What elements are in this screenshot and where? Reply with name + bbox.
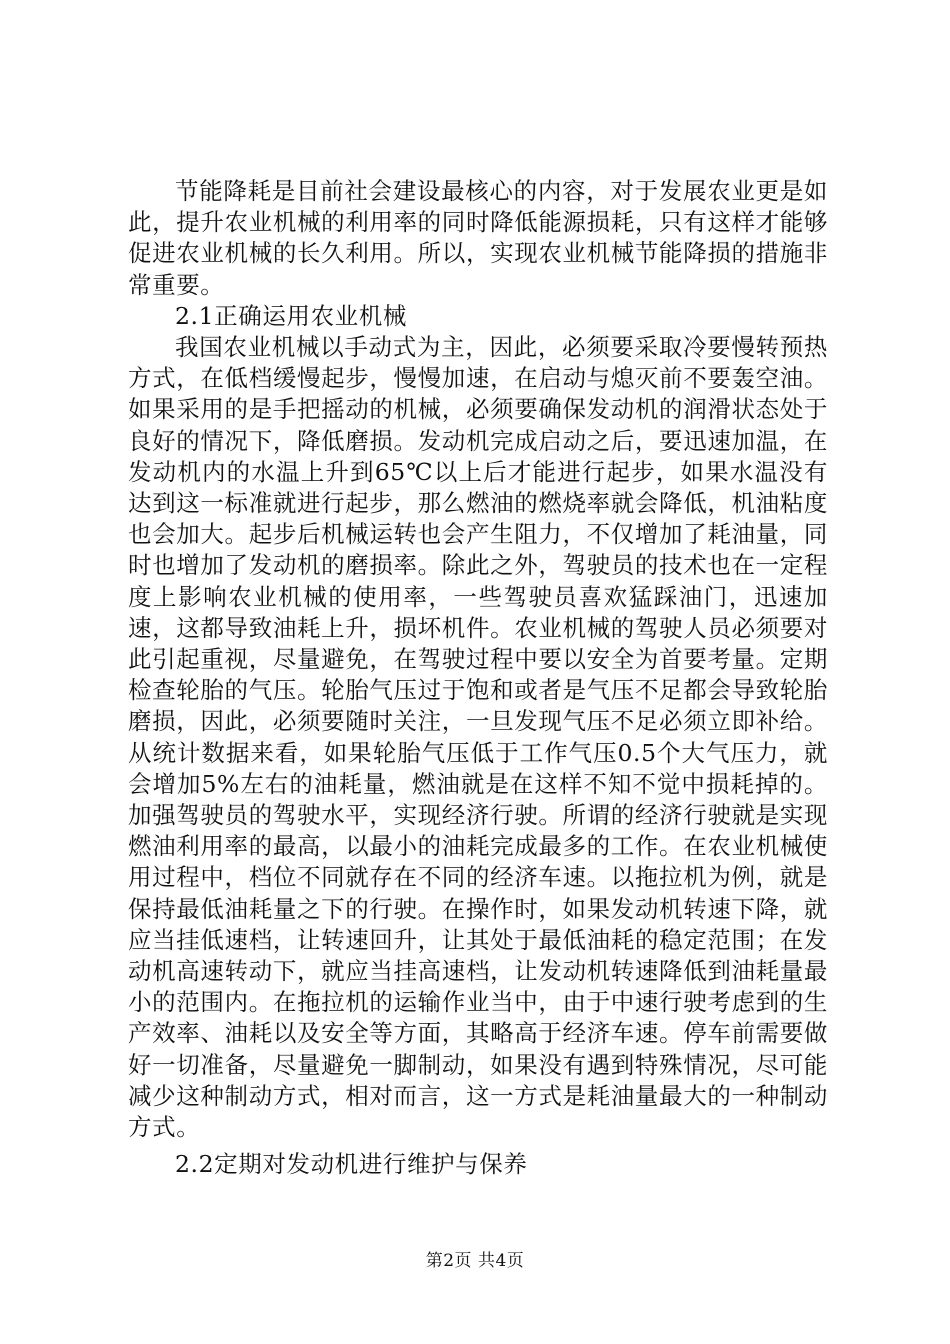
page-number-footer: 第2页 共4页: [425, 1251, 525, 1271]
intro-paragraph: 节能降耗是目前社会建设最核心的内容，对于发展农业更是如此，提升农业机械的利用率的同时降低能源损耗，只有这样才能够促进农业机械的长久利用。所以，实现农业机械节能降损的措施非常重要。: [128, 177, 828, 299]
section-heading-2-2: 2.2定期对发动机进行维护与保养: [175, 1150, 528, 1179]
document-body: [128, 176, 828, 1181]
section-heading-2-1: 2.1正确运用农业机械: [175, 301, 407, 330]
section-2-1-paragraph: 我国农业机械以手动式为主，因此，必须要采取冷要慢转预热方式，在低档缓慢起步，慢慢加速，在启动与熄灭前不要轰空油。如果采用的是手把摇动的机械，必须要确保发动机的润滑状态处于良好的情况下，降低磨损。发动机完成启动之后，要迅速加温，在发动机内的水温上升到65℃以上后才能进行起步，如果水温没有达到这一标准就进行起步，那么燃油的燃烧率就会降低，机油粘度也会加大。起步后机械运转也会产生阻力，不仅增加了耗油量，同时也增加了发动机的磨损率。除此之外，驾驶员的技术也在一定程度上影响农业机械的使用率，一些驾驶员喜欢猛踩油门，迅速加速，这都导致油耗上升，损坏机件。农业机械的驾驶人员必须要对此引起重视，尽量避免，在驾驶过程中要以安全为首要考量。定期检查轮胎的气压。轮胎气压过于饱和或者是气压不足都会导致轮胎磨损，因此，必须要随时关注，一旦发现气压不足必须立即补给。从统计数据来看，如果轮胎气压低于工作气压0.5个大气压力，就会增加5%左右的油耗量，燃油就是在这样不知不觉中损耗掉的。加强驾驶员的驾驶水平，实现经济行驶。所谓的经济行驶就是实现燃油利用率的最高，以最小的油耗完成最多的工作。在农业机械使用过程中，档位不同就存在不同的经济车速。以拖拉机为例，就是保持最低油耗量之下的行驶。在操作时，如果发动机转速下降，就应当挂低速档，让转速回升，让其处于最低油耗的稳定范围；在发动机高速转动下，就应当挂高速档，让发动机转速降低到油耗量最小的范围内。在拖拉机的运输作业当中，由于中速行驶考虑到的生产效率、油耗以及安全等方面，其略高于经济车速。停车前需要做好一切准备，尽量避免一脚制动，如果没有遇到特殊情况，尽可能减少这种制动方式，相对而言，这一方式是耗油量最大的一种制动方式。: [128, 333, 828, 1142]
